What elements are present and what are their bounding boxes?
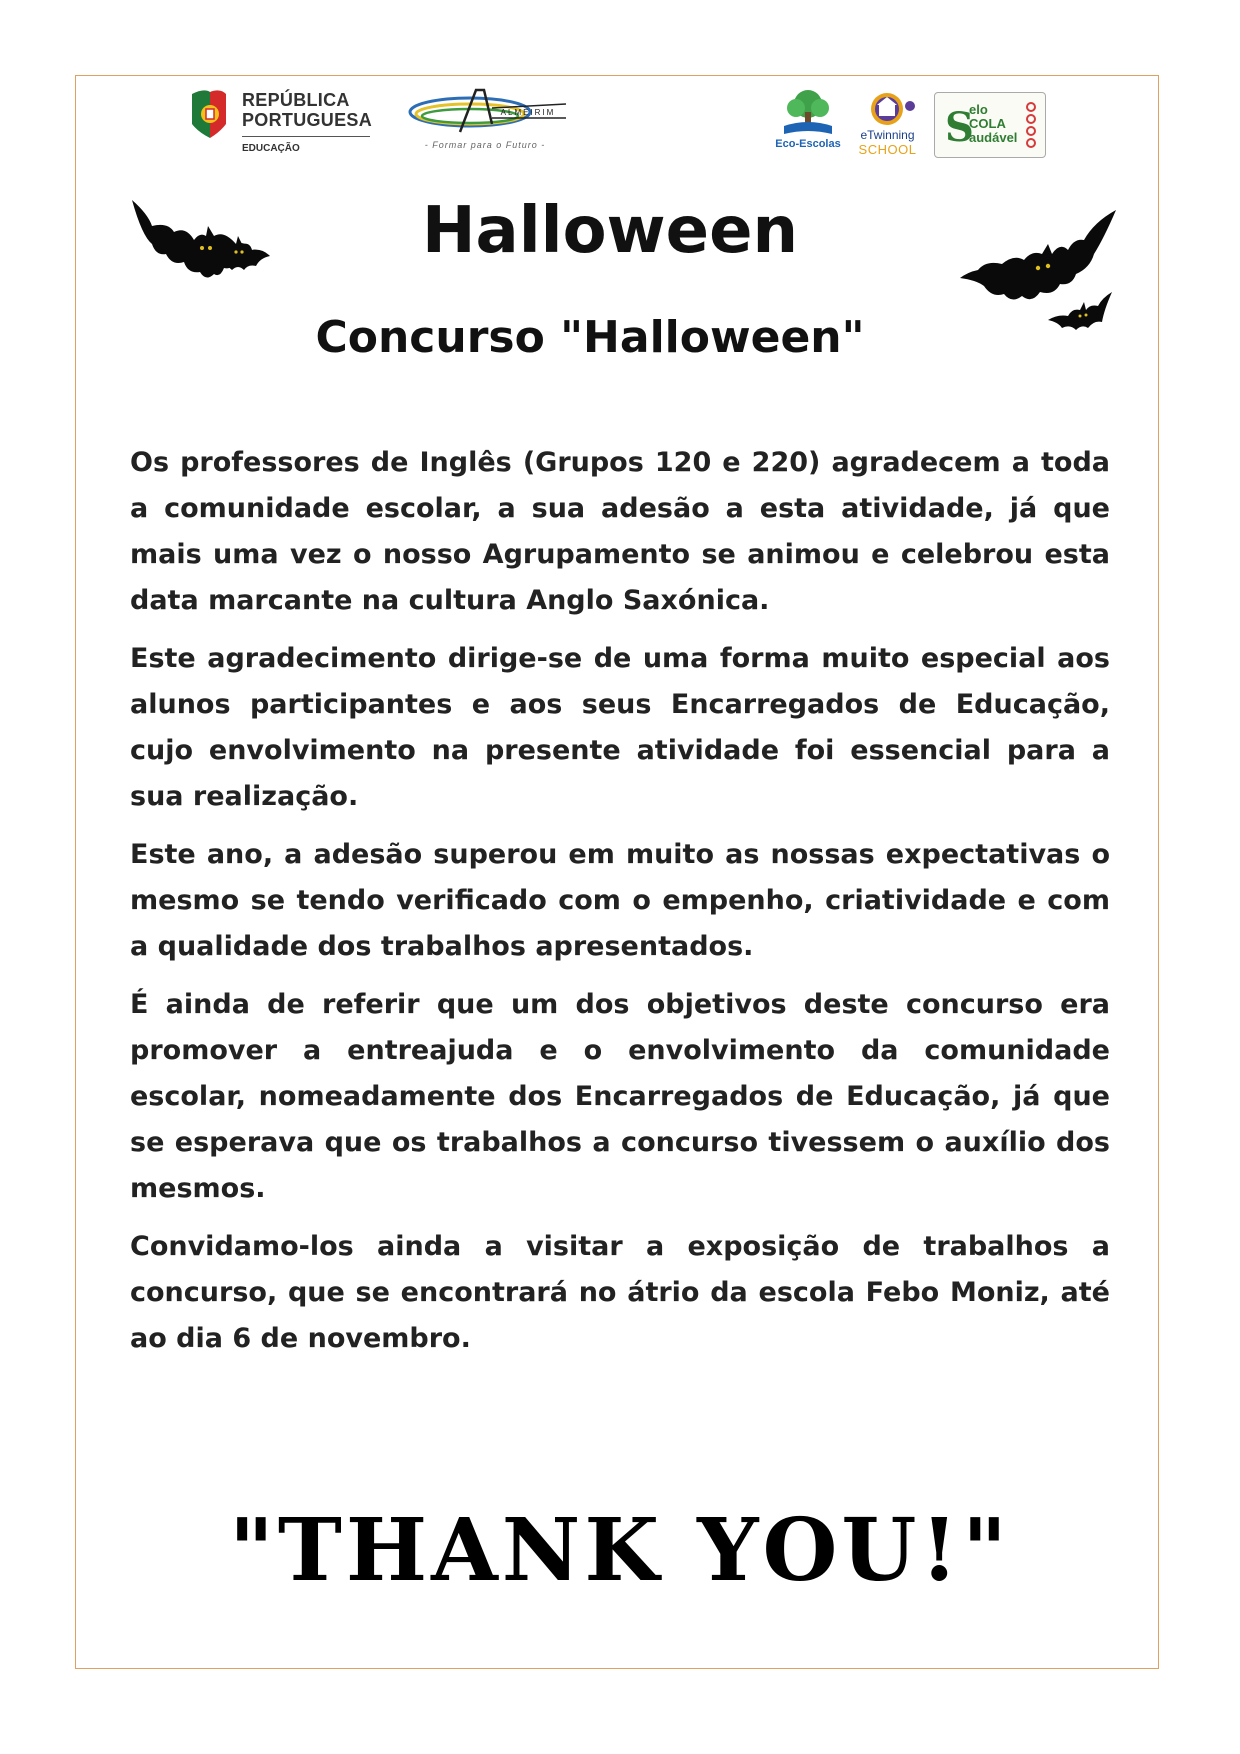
body-text [130, 440, 1110, 1374]
eco-tree-icon [772, 88, 844, 138]
almeirim-name: ALMEIRIM [500, 108, 556, 117]
selo-escola-saudavel-logo [934, 92, 1046, 158]
page-subtitle: Concurso "Halloween" [315, 312, 865, 363]
paragraph: Convidamo-los ainda a visitar a exposição de trabalhos a concurso, que se encontrará no átrio da escola Febo Moniz, até ao dia 6 de novembro. [130, 1231, 1110, 1354]
etwinning-line2: SCHOOL [858, 142, 917, 157]
eco-escolas-logo [772, 88, 844, 158]
selo-line1: elo [969, 102, 988, 117]
eco-escolas-label: Eco-Escolas [775, 138, 841, 150]
portugal-emblem-icon [190, 88, 228, 140]
republica-sub: EDUCAÇÃO [242, 143, 300, 154]
thank-you-message: "THANK YOU!" [229, 1500, 1011, 1601]
republica-portuguesa-logo [190, 88, 390, 160]
almeirim-motto: - Formar para o Futuro - [424, 140, 546, 150]
almeirim-logo [400, 84, 570, 160]
etwinning-school-icon [850, 90, 925, 128]
divider [242, 136, 370, 137]
paragraph: Este agradecimento dirige-se de uma forma muito especial aos alunos participantes e aos seus Encarregados de Educação, cujo envolvimento na presente atividade foi essencial para a sua realização. [130, 643, 1110, 812]
page-title: Halloween [421, 194, 799, 268]
almeirim-swoosh-icon [400, 84, 570, 140]
etwinning-line1: eTwinning [860, 128, 915, 142]
republica-line2: PORTUGUESA [242, 110, 373, 130]
paragraph: Os professores de Inglês (Grupos 120 e 220) agradecem a toda a comunidade escolar, a sua adesão a esta atividade, já que mais uma vez o nosso Agrupamento se animou e celebrou esta data marcante na cultura Anglo Saxónica. [130, 447, 1110, 616]
etwinning-logo [850, 90, 925, 162]
selo-line2: COLA [969, 116, 1006, 131]
selo-line3: audável [969, 130, 1018, 145]
paragraph: É ainda de referir que um dos objetivos deste concurso era promover a entreajuda e o envolvimento da comunidade escolar, nomeadamente dos Encarregados de Educação, já que se esperava que os trabalhos a concurso tivessem o auxílio dos mesmos. [130, 989, 1110, 1204]
svg-text:S: S [945, 104, 974, 151]
republica-line1: REPÚBLICA [242, 90, 350, 110]
paragraph: Este ano, a adesão superou em muito as nossas expectativas o mesmo se tendo verificado com o empenho, criatividade e com a qualidade dos trabalhos apresentados. [130, 839, 1110, 962]
